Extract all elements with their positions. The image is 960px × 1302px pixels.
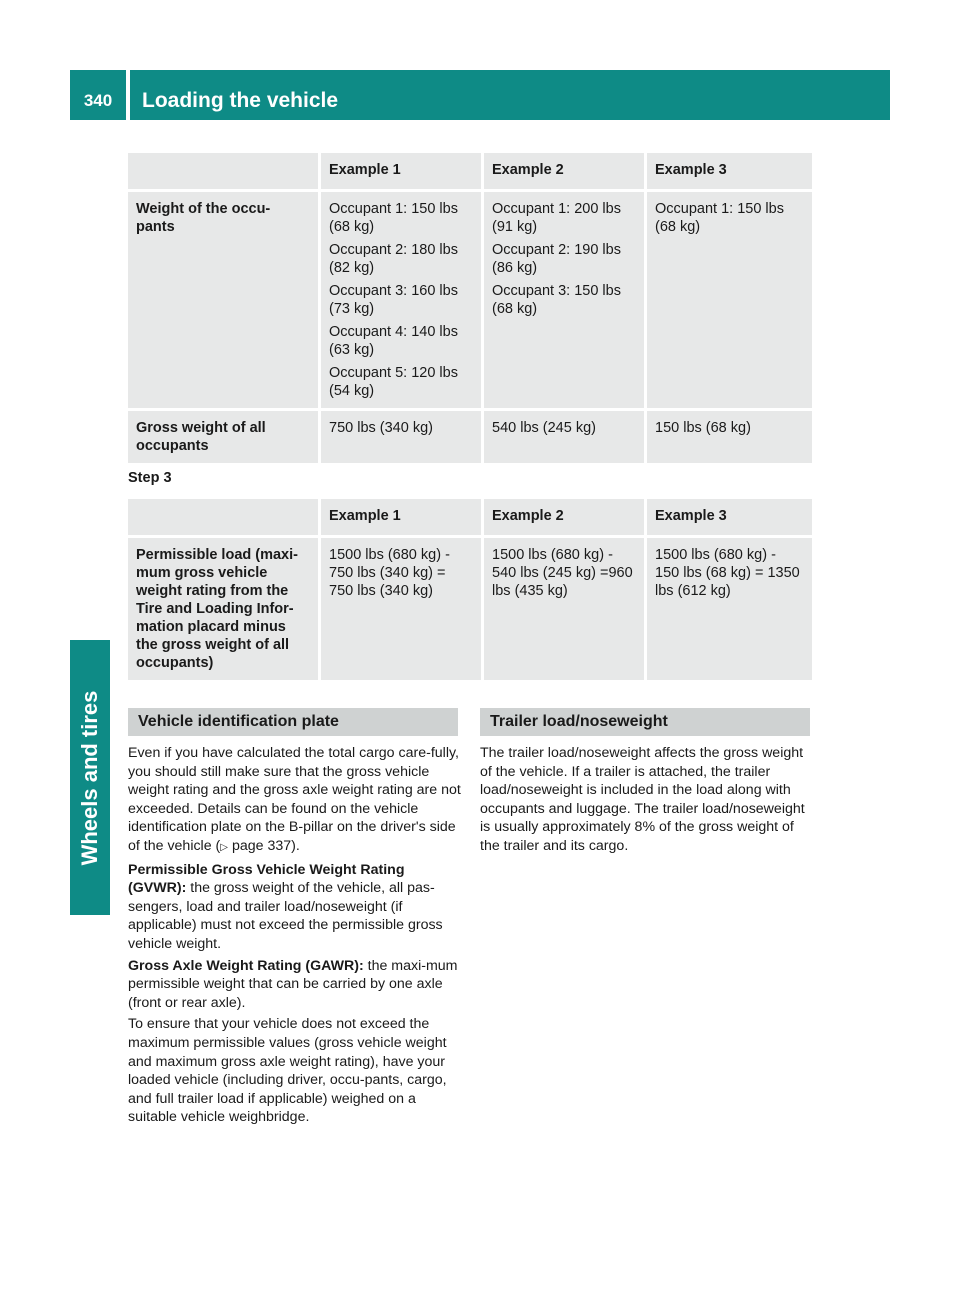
page-reference-link[interactable]: page 337 (231, 837, 292, 854)
table-header-example-2: Example 2 (484, 499, 644, 535)
cell-line: Occupant 3: 160 lbs (73 kg) (329, 283, 458, 317)
table-row (128, 538, 812, 680)
paragraph (128, 744, 462, 858)
cell-line: Occupant 1: 200 lbs (91 kg) (492, 201, 621, 235)
section-title-vehicle-identification: Vehicle identification plate (128, 708, 458, 736)
table-cell-ex2: 540 lbs (245 kg) (484, 411, 644, 463)
table-header-example-3: Example 3 (647, 153, 812, 189)
paragraph: The trailer load/noseweight affects the gross weight of the vehicle. If a trailer is attached, the trailer load/noseweight is included in the load along with occupants and luggage. The trailer load/noseweight is usually approximately 8% of the gross weight of the trailer and its cargo. (480, 745, 805, 854)
table-cell-ex2: 1500 lbs (680 kg) - 540 lbs (245 kg) =960 lbs (435 kg) (484, 538, 644, 680)
page-number: 340 (70, 70, 126, 120)
table-header-row (128, 499, 812, 535)
vehicle-identification-text (128, 744, 462, 1130)
table-header-example-2: Example 2 (484, 153, 644, 189)
cell-line: Occupant 1: 150 lbs (68 kg) (655, 201, 784, 235)
cell-line: Occupant 4: 140 lbs (63 kg) (329, 324, 458, 358)
row-label-permissible-load: Permissible load (maxi-mum gross vehicle weight rating from the Tire and Loading Infor-mation placard minus the gross weight of all occupants) (128, 538, 318, 680)
chapter-label: Wheels and tires (77, 690, 102, 865)
section-title-trailer-load: Trailer load/noseweight (480, 708, 810, 736)
table-header-example-3: Example 3 (647, 499, 812, 535)
gawr-label: Gross Axle Weight Rating (GAWR): (128, 957, 364, 974)
table-cell-ex3: 1500 lbs (680 kg) - 150 lbs (68 kg) = 1350 lbs (612 kg) (647, 538, 812, 680)
table-header-empty (128, 153, 318, 189)
paragraph-text: Even if you have calculated the total cargo care-fully, you should still make sure that the gross vehicle weight rating and the gross axle weight rating are not exceeded. Details can be found on the vehicle identification plate on the B-pillar on the driver's side of the vehicle ( (128, 745, 461, 854)
occupant-weight-table (125, 150, 815, 466)
paragraph-text: ). (291, 837, 300, 854)
table-row (128, 192, 812, 408)
table-cell-ex3: 150 lbs (68 kg) (647, 411, 812, 463)
table-row (128, 411, 812, 463)
cell-line: Occupant 2: 180 lbs (82 kg) (329, 242, 458, 276)
step-3-label: Step 3 (128, 470, 172, 486)
gvwr-label: Permissible Gross Vehicle Weight Rating (GVWR): (128, 861, 405, 897)
table-cell-ex1 (321, 192, 481, 408)
chapter-side-tab (70, 640, 110, 915)
table-cell-ex3 (647, 192, 812, 408)
row-label-occupant-weights: Weight of the occu- pants (128, 192, 318, 408)
table-header-row (128, 153, 812, 189)
row-label-gross-weight: Gross weight of all occupants (128, 411, 318, 463)
table-cell-ex2 (484, 192, 644, 408)
table-header-example-1: Example 1 (321, 153, 481, 189)
table-header-empty (128, 499, 318, 535)
paragraph-text: the gross weight of the vehicle, all pas-sengers, load and trailer load/noseweight (if applicable) must not exceed the permissible gross vehicle weight. (128, 880, 443, 952)
table-cell-ex1: 750 lbs (340 kg) (321, 411, 481, 463)
page-title: Loading the vehicle (130, 70, 890, 120)
paragraph (128, 957, 462, 1013)
cell-line: Occupant 5: 120 lbs (54 kg) (329, 365, 458, 399)
paragraph (128, 861, 462, 954)
trailer-load-text (480, 744, 814, 859)
table-cell-ex1: 1500 lbs (680 kg) - 750 lbs (340 kg) = 750 lbs (340 kg) (321, 538, 481, 680)
cell-line: Occupant 1: 150 lbs (68 kg) (329, 201, 458, 235)
paragraph: To ensure that your vehicle does not exceed the maximum permissible values (gross vehicle weight and maximum gross axle weight rating), have your loaded vehicle (including driver, occu-pants, cargo, and full trailer load if applicable) weighed on a suitable vehicle weighbridge. (128, 1016, 447, 1126)
table-header-example-1: Example 1 (321, 499, 481, 535)
permissible-load-table (125, 496, 815, 683)
paragraph-text: the maxi-mum permissible weight that can be carried by one axle (front or rear axle). (128, 957, 458, 1011)
cell-line: Occupant 2: 190 lbs (86 kg) (492, 242, 621, 276)
cell-line: Occupant 3: 150 lbs (68 kg) (492, 283, 621, 317)
arrow-right-icon: ▷ (220, 841, 228, 853)
